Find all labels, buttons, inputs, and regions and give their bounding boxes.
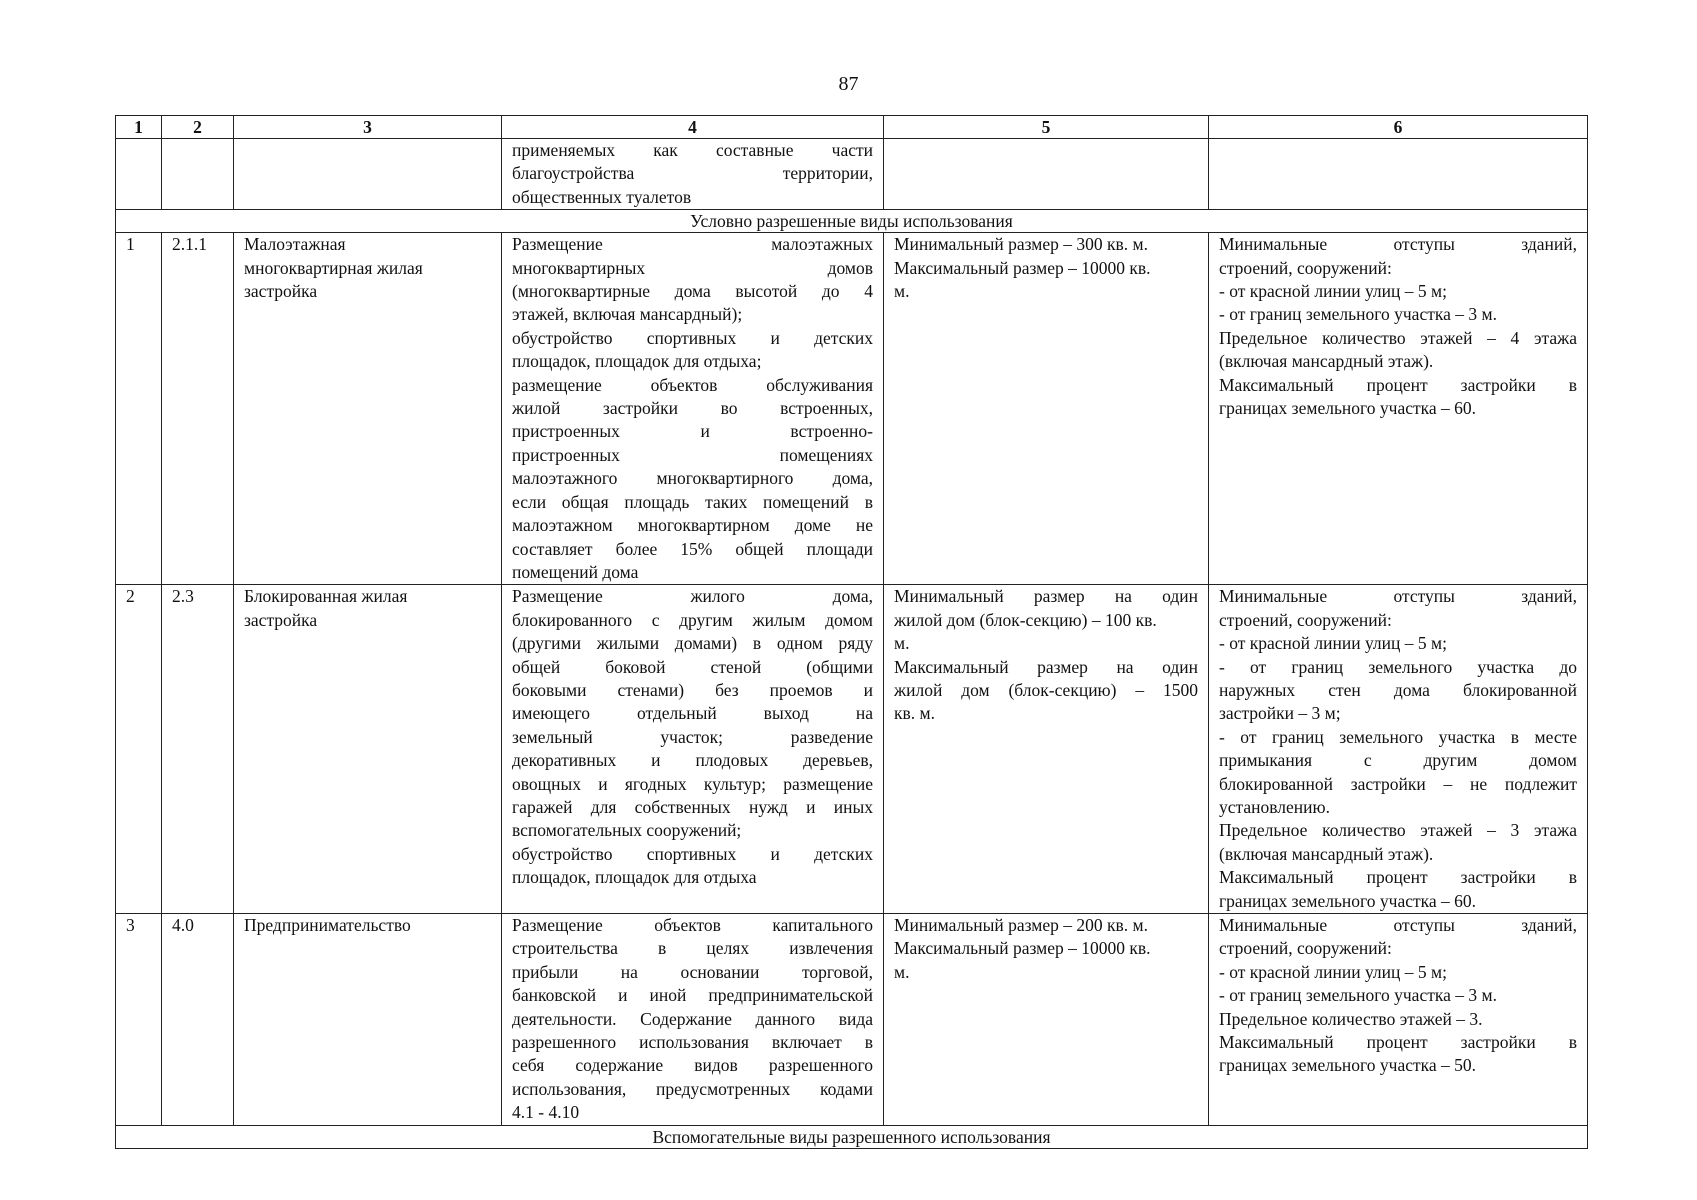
land-use-regulations-table: [115, 115, 1588, 1149]
building-parameters: [1209, 585, 1588, 914]
cell-text-line: пристроенных помещениях: [512, 444, 873, 465]
cell-text-line: кв. м.: [894, 703, 935, 724]
table-row: [116, 914, 1588, 1126]
cell-text-line: застройка: [244, 281, 318, 302]
cell-text-line: разрешенного использования включает в: [512, 1032, 873, 1053]
table-row: [116, 233, 1588, 585]
cell-text-line: многоквартирная жилая: [244, 257, 423, 278]
section-title-conditional: Условно разрешенные виды использования: [116, 210, 1588, 233]
plot-size-limits: [884, 914, 1209, 1126]
use-name: [234, 233, 502, 585]
plot-size-limits: [884, 585, 1209, 914]
cell-text-line: Минимальный размер – 300 кв. м.: [894, 234, 1148, 255]
use-code: 4.0: [162, 914, 234, 1126]
cell-text-line: гаражей для собственных нужд и иных: [512, 796, 873, 817]
cell-text-line: многоквартирных домов: [512, 257, 873, 278]
cell-text-line: блокированного с другим жилым домом: [512, 609, 873, 630]
cell-text-line: Предпринимательство: [244, 915, 411, 935]
cell-text-line: - от красной линии улиц – 5 м;: [1219, 281, 1447, 302]
cell-text-line: жилой застройки во встроенных,: [512, 398, 873, 419]
use-name: [234, 914, 502, 1126]
cell-text-line: Минимальные отступы зданий,: [1219, 586, 1577, 607]
cell-text-line: строений, сооружений:: [1219, 257, 1392, 278]
cell-text-line: обустройство спортивных и детских: [512, 843, 873, 864]
use-description: [502, 914, 884, 1126]
cell-text-line: общественных туалетов: [512, 186, 692, 207]
cell-text-line: (включая мансардный этаж).: [1219, 351, 1434, 372]
cell-text-line: боковыми стенами) без проемов и: [512, 679, 873, 700]
cell-text-line: (другими жилыми домами) в одном ряду: [512, 633, 873, 654]
continuation-col-3: [234, 139, 502, 210]
cell-text-line: границах земельного участка – 60.: [1219, 398, 1477, 419]
cell-text-line: Минимальный размер на один: [894, 586, 1198, 607]
header-col-4: 4: [502, 116, 884, 139]
cell-text-line: Размещение малоэтажных: [512, 234, 873, 255]
cell-text-line: строений, сооружений:: [1219, 609, 1392, 630]
cell-text-line: м.: [894, 961, 910, 982]
cell-text-line: Максимальный размер на один: [894, 656, 1198, 677]
building-parameters: [1209, 233, 1588, 585]
table-row: [116, 585, 1588, 914]
cell-text-line: Минимальные отступы зданий,: [1219, 915, 1577, 935]
header-col-6: 6: [1209, 116, 1588, 139]
use-name: [234, 585, 502, 914]
use-code: 2.1.1: [162, 233, 234, 585]
header-col-2: 2: [162, 116, 234, 139]
cell-text-line: жилой дом (блок-секцию) – 100 кв.: [894, 609, 1157, 630]
cell-text-line: общей боковой стеной (общими: [512, 656, 873, 677]
cell-text-line: Максимальный процент застройки в: [1219, 374, 1577, 395]
cell-text-line: Минимальные отступы зданий,: [1219, 234, 1577, 255]
page-number: 87: [838, 73, 859, 95]
cell-text-line: Предельное количество этажей – 3.: [1219, 1008, 1483, 1029]
cell-text-line: строительства в целях извлечения: [512, 938, 873, 959]
cell-text-line: блокированной застройки – не подлежит: [1219, 773, 1577, 794]
cell-text-line: применяемых как составные части: [512, 140, 873, 160]
cell-text-line: Размещение жилого дома,: [512, 586, 873, 607]
row-number: 2: [116, 585, 162, 914]
continuation-col-6: [1209, 139, 1588, 210]
continuation-row: [116, 139, 1588, 210]
cell-text-line: Минимальный размер – 200 кв. м.: [894, 915, 1148, 935]
cell-text-line: Предельное количество этажей – 3 этажа: [1219, 820, 1577, 841]
cell-text-line: малоэтажном многоквартирном доме не: [512, 515, 873, 536]
cell-text-line: наружных стен дома блокированной: [1219, 679, 1577, 700]
cell-text-line: Максимальный размер – 10000 кв.: [894, 257, 1151, 278]
header-col-3: 3: [234, 116, 502, 139]
cell-text-line: Предельное количество этажей – 4 этажа: [1219, 327, 1577, 348]
use-description: [502, 585, 884, 914]
cell-text-line: помещений дома: [512, 561, 639, 582]
cell-text-line: м.: [894, 281, 910, 302]
cell-text-line: примыкания с другим домом: [1219, 750, 1577, 771]
cell-text-line: составляет более 15% общей площади: [512, 538, 873, 559]
cell-text-line: имеющего отдельный выход на: [512, 703, 873, 724]
cell-text-line: - от границ земельного участка – 3 м.: [1219, 304, 1497, 325]
continuation-col-1: [116, 139, 162, 210]
cell-text-line: если общая площадь таких помещений в: [512, 491, 873, 512]
use-description: [502, 233, 884, 585]
continuation-description: [502, 139, 884, 210]
cell-text-line: жилой дом (блок-секцию) – 1500: [894, 679, 1198, 700]
cell-text-line: границах земельного участка – 60.: [1219, 890, 1477, 911]
row-number: 3: [116, 914, 162, 1126]
cell-text-line: декоративных и плодовых деревьев,: [512, 750, 873, 771]
cell-text-line: себя содержание видов разрешенного: [512, 1055, 873, 1076]
cell-text-line: (многоквартирные дома высотой до 4: [512, 281, 873, 302]
cell-text-line: - от границ земельного участка до: [1219, 656, 1577, 677]
cell-text-line: застройки – 3 м;: [1219, 703, 1341, 724]
cell-text-line: установлению.: [1219, 796, 1330, 817]
cell-text-line: - от красной линии улиц – 5 м;: [1219, 961, 1447, 982]
cell-text-line: вспомогательных сооружений;: [512, 820, 742, 841]
section-row-conditional: [116, 210, 1588, 233]
header-col-1: 1: [116, 116, 162, 139]
cell-text-line: границах земельного участка – 50.: [1219, 1055, 1477, 1076]
cell-text-line: использования, предусмотренных кодами: [512, 1078, 873, 1099]
cell-text-line: прибыли на основании торговой,: [512, 961, 873, 982]
section-row-auxiliary: [116, 1125, 1588, 1148]
header-col-5: 5: [884, 116, 1209, 139]
cell-text-line: этажей, включая мансардный);: [512, 304, 743, 325]
cell-text-line: м.: [894, 633, 910, 654]
cell-text-line: Блокированная жилая: [244, 586, 408, 607]
cell-text-line: размещение объектов обслуживания: [512, 374, 873, 395]
cell-text-line: обустройство спортивных и детских: [512, 327, 873, 348]
continuation-col-5: [884, 139, 1209, 210]
cell-text-line: строений, сооружений:: [1219, 938, 1392, 959]
cell-text-line: 4.1 - 4.10: [512, 1102, 580, 1123]
cell-text-line: (включая мансардный этаж).: [1219, 843, 1434, 864]
header-row: [116, 116, 1588, 139]
cell-text-line: благоустройства территории,: [512, 163, 873, 184]
use-code: 2.3: [162, 585, 234, 914]
cell-text-line: - от границ земельного участка в месте: [1219, 726, 1577, 747]
cell-text-line: Максимальный процент застройки в: [1219, 867, 1577, 888]
cell-text-line: застройка: [244, 609, 318, 630]
cell-text-line: площадок, площадок для отдыха;: [512, 351, 762, 372]
continuation-col-2: [162, 139, 234, 210]
plot-size-limits: [884, 233, 1209, 585]
cell-text-line: Максимальный размер – 10000 кв.: [894, 938, 1151, 959]
cell-text-line: деятельности. Содержание данного вида: [512, 1008, 873, 1029]
cell-text-line: - от границ земельного участка – 3 м.: [1219, 985, 1497, 1006]
cell-text-line: малоэтажного многоквартирного дома,: [512, 468, 873, 489]
section-title-auxiliary: Вспомогательные виды разрешенного использования: [116, 1125, 1588, 1148]
row-number: 1: [116, 233, 162, 585]
cell-text-line: Размещение объектов капитального: [512, 915, 873, 935]
cell-text-line: площадок, площадок для отдыха: [512, 867, 757, 888]
cell-text-line: земельный участок; разведение: [512, 726, 873, 747]
cell-text-line: банковской и иной предпринимательской: [512, 985, 873, 1006]
cell-text-line: овощных и ягодных культур; размещение: [512, 773, 873, 794]
building-parameters: [1209, 914, 1588, 1126]
cell-text-line: пристроенных и встроенно-: [512, 421, 873, 442]
cell-text-line: Малоэтажная: [244, 234, 346, 255]
cell-text-line: Максимальный процент застройки в: [1219, 1032, 1577, 1053]
cell-text-line: - от красной линии улиц – 5 м;: [1219, 633, 1447, 654]
